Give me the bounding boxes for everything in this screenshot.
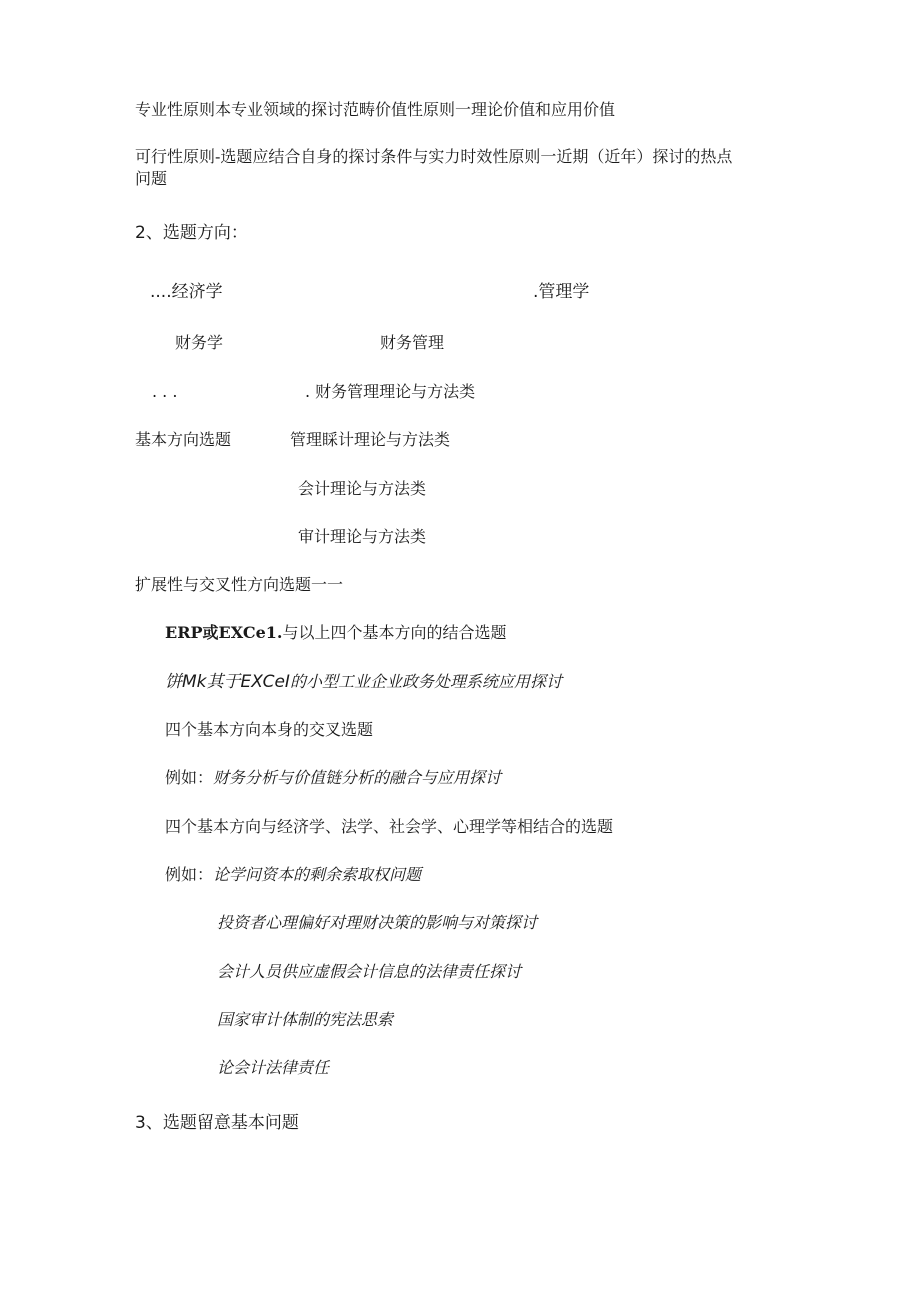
extended-direction-label: 扩展性与交叉性方向选题一一 <box>135 575 344 594</box>
direction-accounting: 会计理论与方法类 <box>298 479 427 498</box>
section-2-heading: 2、选题方向： <box>135 223 248 243</box>
example-1-text: 财务分析与价值链分析的融合与应用探讨 <box>213 768 502 787</box>
principle-line-1: 专业性原则本专业领域的探讨范畴价值性原则一理论价值和应用价值 <box>135 100 616 119</box>
example-2-item: 国家审计体制的宪法思索 <box>217 1010 394 1029</box>
erp-excel-line <box>165 622 507 644</box>
basic-direction-label: 基本方向选题 <box>135 430 232 449</box>
principle-line-2: 可行性原则-选题应结合自身的探讨条件与实力时效性原则一近期（近年）探讨的热点 <box>135 147 733 166</box>
principle-line-2-continued: 问题 <box>135 169 168 188</box>
example-2-label: 例如： <box>165 865 214 884</box>
example-1-line <box>165 767 501 789</box>
erp-example-text: 的小型工业企业政务处理系统应用探讨 <box>289 672 562 691</box>
example-2-item: 论会计法律责任 <box>217 1058 330 1077</box>
economics-label: ....经济学 <box>150 282 223 302</box>
combined-direction-label: 四个基本方向与经济学、法学、社会学、心理学等相结合的选题 <box>165 817 614 836</box>
direction-auditing: 审计理论与方法类 <box>298 527 427 546</box>
ellipsis-marker: . . . <box>152 382 178 401</box>
direction-management-accounting: 管理睬计理论与方法类 <box>290 430 451 449</box>
erp-example-prefix: 饼Mk其于EXCeI <box>165 672 290 692</box>
erp-example-line <box>165 671 562 693</box>
example-2-item: 投资者心理偏好对理财决策的影响与对策探讨 <box>217 913 538 932</box>
section-3-heading: 3、选题留意基本问题 <box>135 1113 299 1133</box>
direction-financial-management: . 财务管理理论与方法类 <box>305 382 476 401</box>
erp-excel-prefix: ERP或EXCe1. <box>165 623 283 642</box>
example-2-item: 会计人员供应虚假会计信息的法律责任探讨 <box>217 962 522 981</box>
finance-studies-label: 财务学 <box>175 333 224 352</box>
example-2-line <box>165 864 421 886</box>
erp-excel-text: 与以上四个基本方向的结合选题 <box>282 623 507 642</box>
financial-management-label: 财务管理 <box>380 333 445 352</box>
example-2-item: 论学问资本的剩余索取权问题 <box>213 865 422 884</box>
management-label: .管理学 <box>533 282 590 302</box>
example-1-label: 例如： <box>165 768 214 787</box>
cross-direction-label: 四个基本方向本身的交叉选题 <box>165 720 374 739</box>
